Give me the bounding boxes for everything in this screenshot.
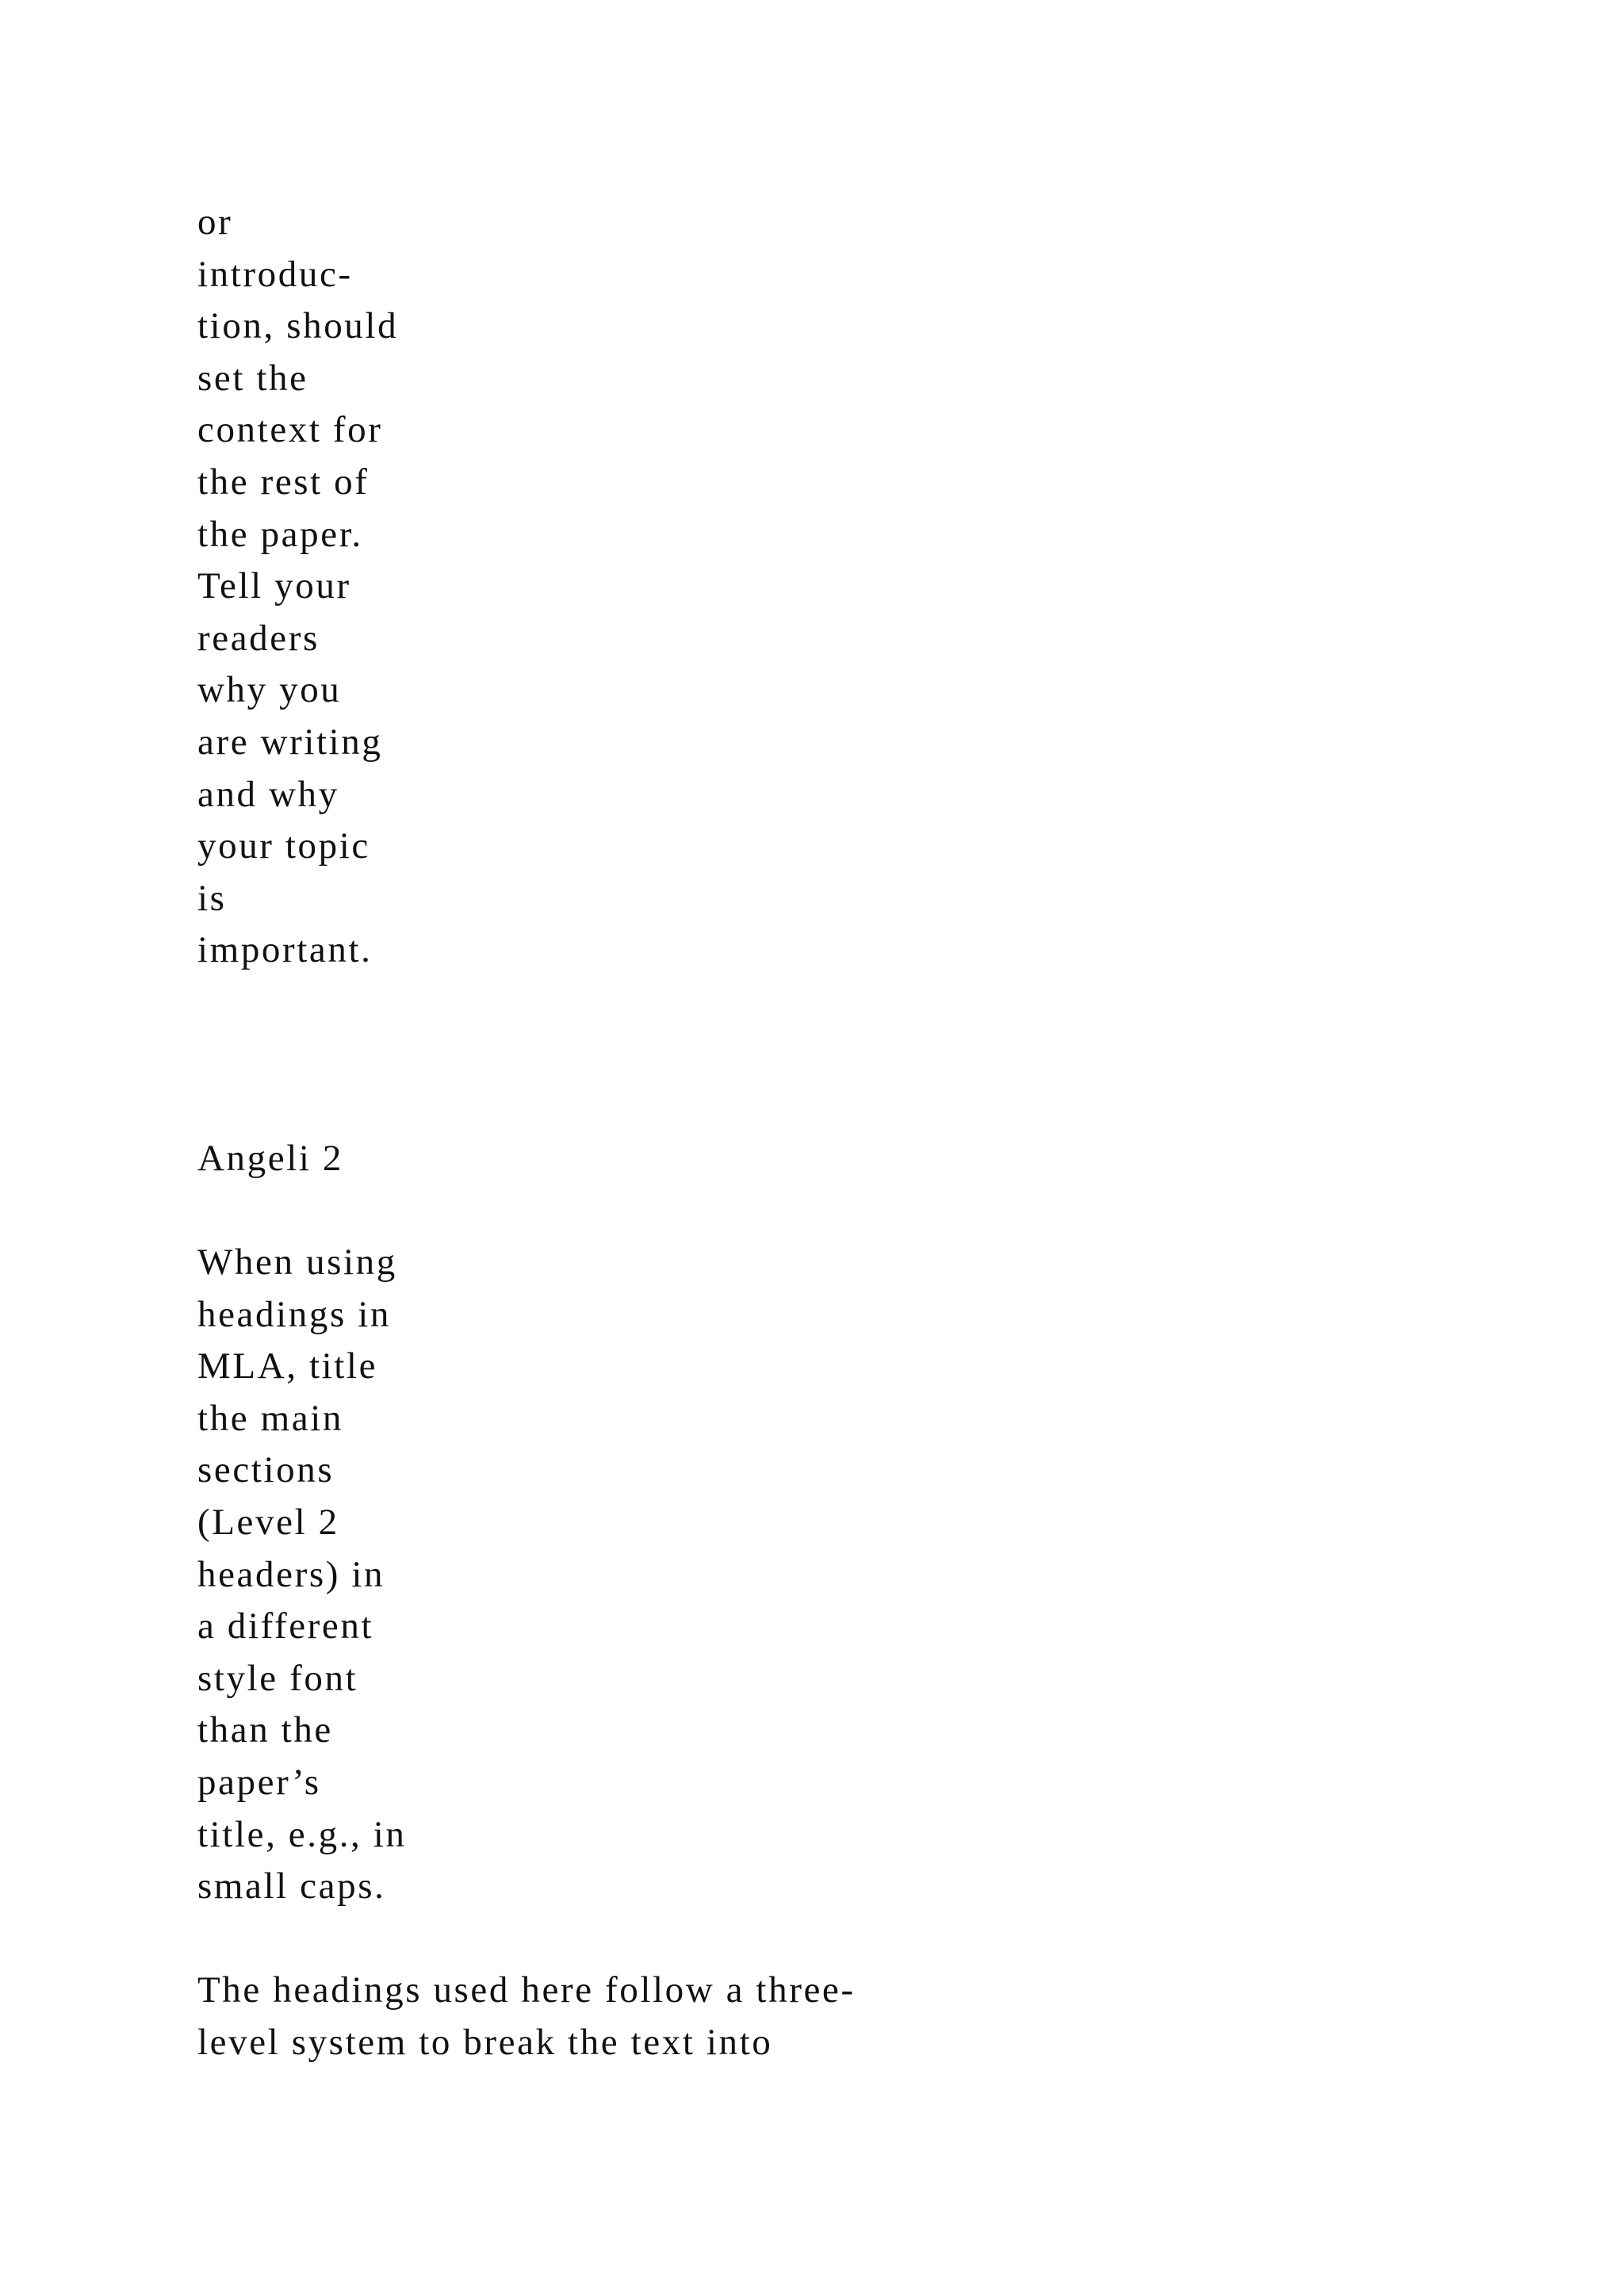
- text-line: and why: [197, 773, 339, 815]
- text-line: paper’s: [197, 1761, 321, 1803]
- text-line: a different: [197, 1605, 374, 1647]
- text-line: readers: [197, 617, 320, 659]
- running-header: Angeli 2: [197, 1138, 343, 1179]
- text-line: sections: [197, 1449, 335, 1491]
- text-line: or: [197, 201, 233, 243]
- text-line: The headings used here follow a three-: [197, 1969, 856, 2011]
- text-line: your topic: [197, 825, 370, 867]
- text-line: the rest of: [197, 461, 370, 503]
- text-line: why you: [197, 669, 342, 711]
- text-line: (Level 2: [197, 1501, 339, 1543]
- text-line: level system to break the text into: [197, 2021, 773, 2063]
- text-line: title, e.g., in: [197, 1813, 407, 1855]
- text-line: MLA, title: [197, 1345, 378, 1387]
- text-line: important.: [197, 929, 373, 971]
- page-header: [197, 1133, 343, 1185]
- text-line: small caps.: [197, 1866, 386, 1908]
- text-line: When using: [197, 1242, 397, 1283]
- text-line: style font: [197, 1657, 358, 1699]
- margin-note-headings: [197, 1237, 407, 1913]
- text-line: the main: [197, 1397, 343, 1439]
- text-line: introduc-: [197, 253, 353, 295]
- text-line: set the: [197, 357, 308, 399]
- text-line: than the: [197, 1709, 333, 1751]
- body-paragraph: [197, 1965, 856, 2068]
- text-line: tion, should: [197, 305, 399, 347]
- text-line: headings in: [197, 1293, 391, 1335]
- text-line: headers) in: [197, 1553, 385, 1595]
- text-line: are writing: [197, 721, 383, 763]
- text-line: context for: [197, 409, 383, 451]
- text-line: the paper.: [197, 513, 363, 555]
- text-line: is: [197, 877, 227, 919]
- margin-note-introduction: [197, 197, 398, 977]
- text-line: Tell your: [197, 565, 351, 607]
